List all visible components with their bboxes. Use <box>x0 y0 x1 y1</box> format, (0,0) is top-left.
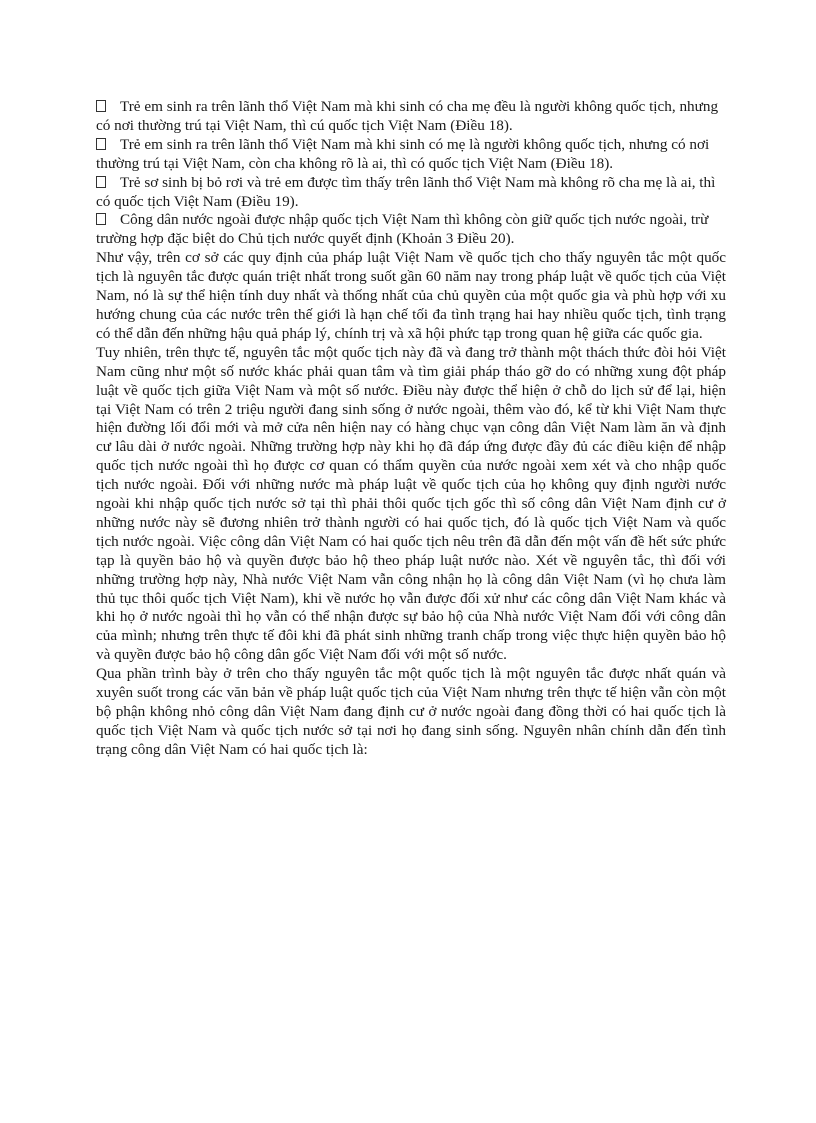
bullet-text: Trẻ em sinh ra trên lãnh thổ Việt Nam mà khi sinh có cha mẹ đều là người không quốc tịch, nhưng có nơi thường trú tại Việt Nam, thì cú quốc tịch Việt Nam (Điều 18). <box>96 98 719 134</box>
square-bullet-icon <box>96 176 106 188</box>
body-paragraph: Tuy nhiên, trên thực tế, nguyên tắc một quốc tịch này đã và đang trở thành một thách thức đòi hỏi Việt Nam cũng như một số nước khác phải quan tâm và tìm giải pháp tháo gỡ do có những xung đột pháp luật về quốc tịch giữa Việt Nam và một số nước. Điều này được thể hiện ở chỗ do lịch sử để lại, hiện tại Việt Nam có trên 2 triệu người đang sinh sống ở nước ngoài, thêm vào đó, kể từ khi Việt Nam thực hiện đường lối đổi mới và mở cửa nên hiện nay có hàng chục vạn công dân Việt Nam làm ăn và định cư lâu dài ở nước ngoài. Những trường hợp này khi họ đã đáp ứng được đầy đủ các điều kiện để nhập quốc tịch nước ngoài thì họ được cơ quan có thẩm quyền của nước ngoài xem xét và cho nhập quốc tịch nước ngoài. Đối với những nước mà pháp luật về quốc tịch của họ không quy định người nước ngoài khi nhập quốc tịch nước sở tại thì phải thôi quốc tịch gốc thì số công dân Việt Nam định cư ở những nước này sẽ đương nhiên trở thành người có hai quốc tịch, đó là quốc tịch Việt Nam và quốc tịch nước ngoài. Việc công dân Việt Nam có hai quốc tịch nêu trên đã dẫn đến một vấn đề hết sức phức tạp là quyền bảo hộ và quyền được bảo hộ theo pháp luật nước nào. Xét về nguyên tắc, thì đối với những trường hợp này, Nhà nước Việt Nam vẫn công nhận họ là công dân Việt Nam (vì họ chưa làm thủ tục thôi quốc tịch Việt Nam), khi về nước họ vẫn được đối xử như các công dân Việt Nam khác và khi họ ở nước ngoài thì họ vẫn có thể nhận được sự bảo hộ của Nhà nước Việt Nam đối với công dân của mình; nhưng trên thực tế đôi khi đã phát sinh những tranh chấp trong việc thực hiện quyền bảo hộ và quyền được bảo hộ công dân gốc Việt Nam đối với một số nước. <box>96 343 726 664</box>
body-paragraph: Qua phần trình bày ở trên cho thấy nguyên tắc một quốc tịch là một nguyên tắc được nhất quán và xuyên suốt trong các văn bản về pháp luật quốc tịch của Việt Nam nhưng trên thực tế hiện vẫn còn một bộ phận không nhỏ công dân Việt Nam đang định cư ở nước ngoài đang đồng thời có hai quốc tịch là quốc tịch Việt Nam và quốc tịch nước sở tại nơi họ đang sinh sống. Nguyên nhân chính dẫn đến tình trạng công dân Việt Nam có hai quốc tịch là: <box>96 665 726 758</box>
bullet-text: Trẻ sơ sinh bị bỏ rơi và trẻ em được tìm thấy trên lãnh thổ Việt Nam mà không rõ cha mẹ là ai, thì có quốc tịch Việt Nam (Điều 19). <box>96 173 716 210</box>
square-bullet-icon <box>96 138 106 150</box>
bullet-item <box>96 98 726 136</box>
bullet-item <box>96 211 726 249</box>
bullet-text: Công dân nước ngoài được nhập quốc tịch Việt Nam thì không còn giữ quốc tịch nước ngoài, trừ trường hợp đặc biệt do Chủ tịch nước quyết định (Khoản 3 Điều 20). <box>96 211 709 248</box>
bullet-item <box>96 136 726 174</box>
square-bullet-icon <box>96 213 106 225</box>
bullet-text: Trẻ em sinh ra trên lãnh thổ Việt Nam mà khi sinh có mẹ là người không quốc tịch, nhưng có nơi thường trú tại Việt Nam, còn cha không rõ là ai, thì có quốc tịch Việt Nam (Điều 18). <box>96 135 710 172</box>
square-bullet-icon <box>96 100 106 112</box>
body-paragraph: Như vậy, trên cơ sở các quy định của pháp luật Việt Nam về quốc tịch cho thấy nguyên tắc một quốc tịch là nguyên tắc được quán triệt nhất trong suốt gần 60 năm nay trong pháp luật về quốc tịch của Việt Nam, nó là sự thể hiện tính duy nhất và thống nhất của chủ quyền của một quốc gia và phù hợp với xu hướng chung của các nước trên thế giới là hạn chế tối đa tình trạng hai hay nhiều quốc tịch, tình trạng có thể dẫn đến những hậu quả pháp lý, chính trị và xã hội phức tạp trong quan hệ giữa các quốc gia. <box>96 249 726 342</box>
bullet-item <box>96 174 726 212</box>
document-page <box>96 98 726 760</box>
